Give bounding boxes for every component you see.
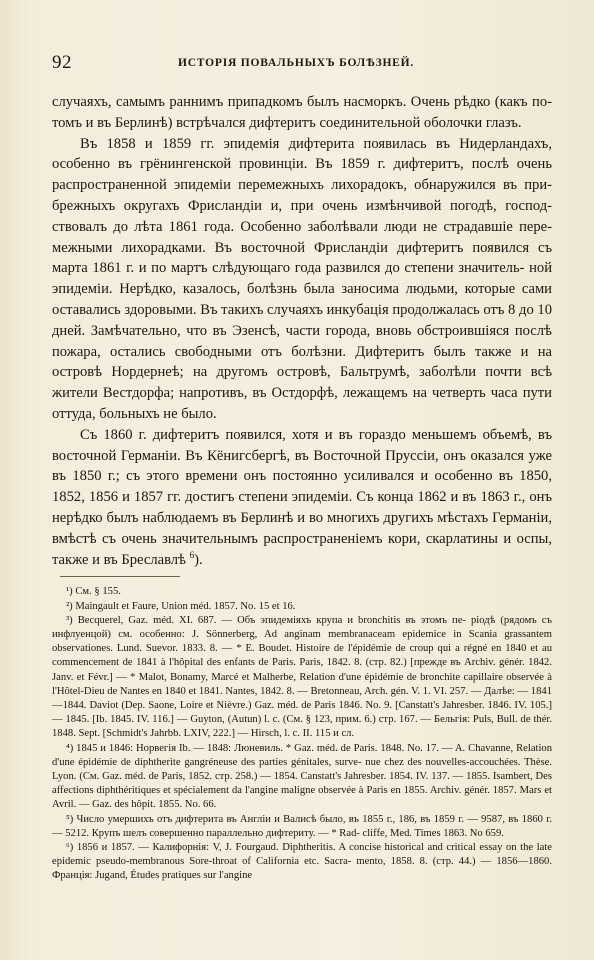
paragraph-3-text: Съ 1860 г. дифтеритъ появился, хотя и въ гораздо меньшемъ объемѣ, въ восточной Германіи. Въ Кёнигсбергѣ, въ Восточной Пруссіи, онъ оказался уже въ 1850 г.; съ этого времени онъ постоянно усиливался и особенно въ 1850, 1852, 1856 и 1857 гг. достигъ степени эпидеміи. Съ конца 1862 и въ 1863 г., онъ нерѣдко былъ наблюдаемъ въ Берлинѣ и во многихъ другихъ мѣстахъ Германіи, вмѣстѣ съ очень значительнымъ распространеніемъ кори, скарлатины и оспы, также и въ Бреславлѣ [52,426,552,568]
footnotes [52,585,552,883]
footnote-2: ²) Maingault et Faure, Union méd. 1857. No. 15 et 16. [66,600,296,612]
footnote-1: ¹) См. § 155. [66,586,121,598]
footnote-4: ⁴) 1845 и 1846: Норвегія Ib. — 1848: Люневиль. * Gaz. méd. de Paris. 1848. No. 17. — A. Chavanne, Relation d'une épidémie de diphtherite gangréneuse des parties génitales, surve- nue chez des nouvelles-accouchées. Thèse. Lyon. (См. Gaz. méd. de Paris, 1852. стр. 258.) — 1854. Canstatt's Jahresber. 1854. IV. 137. — 1855. Isambert, Des affections diphthéritiques et spécialement da l'angine maligne observée à Paris en 1855. Archiv. génér. 1857. Mars et Avril. — Gaz. des hôpit. 1855. No. 66. [52,742,552,811]
running-title: ИСТОРІЯ ПОВАЛЬНЫХЪ БОЛѢЗНЕЙ. [178,57,415,69]
paragraph-3-end: ). [194,551,203,568]
paragraph-1: случаяхъ, самымъ раннимъ припадкомъ былъ насморкъ. Очень рѣдко (какъ по- томъ и въ Берлинѣ) встрѣчался дифтеритъ соединительной оболочки глазъ. [52,94,552,131]
page-header [52,52,552,74]
footnote-6: ⁶) 1856 и 1857. — Калифорнія: V, J. Fourgaud. Diphtheritis. A concise historical and critical essay on the late epidemic pseudo-membranous Sore-throat of California etc. Sacra- mento, 1858. 8. (стр. 44.) — 1856—1860. Франція: Jugand, Études pratiques sur l'angine [52,841,552,882]
footnote-ref-6: 6 [189,549,195,560]
main-text [52,92,552,884]
footnote-3: ³) Becquerel, Gaz. méd. XI. 687. — Объ эпидеміяхъ крупа и bronchitis въ этомъ пе- ріодѣ (рядомъ съ инфлуенцой) см. особенно: J. Sönnerberg, Ad anginam membranaceam epidemice in Scania grassantem observationes. Lund. Suevor. 1833. 8. — * E. Boudet. Histoire de l'épidémie de croup qui a régné en 1840 et au commencement de 1841 à l'hôpital des enfants de Paris. Paris, 1842. 8. (стр. 82.) [прежде въ Archiv. génér. 1842. Janv. et Févr.] — * Malot, Bonamy, Marcé et Malherbe, Relation d'une épidémie de bronchite capillaire observée à l'Hôtel-Dieu de Nantes en 1840 et 1841. Nantes, 1842. 8. — Bretonneau, Arch. gén. V. 1. VI. 257. — Далѣе: — 1841—1844. Daviot (Dep. Saone, Loire et Nièvre.) Gaz. méd. de Paris 1846. No. 9. [Canstatt's Jahresber. 1846. IV. 105.] — 1845. [Ib. 1845. IV. 116.] — Guyton, (Autun) l. c. (См. § 123, прим. 6.) стр. 167. — Бельгія: Puls, Bull. de thér. 1848. Sept. [Schmidt's Jahrbb. LXIV, 222.] — Hirsch, l. c. II. 115 и сл. [52,614,552,740]
page-number: 92 [52,52,72,73]
paragraph-3 [52,425,552,571]
paragraph-2: Въ 1858 и 1859 гг. эпидемія дифтерита появилась въ Нидерландахъ, особенно въ грёнингенской провинціи. Въ 1859 г. дифтеритъ, послѣ очень распространенной эпидеміи перемежныхъ лихорадокъ, обнаружился въ при- брежныхъ округахъ Фрисландіи и, при очень измѣнчивой погодѣ, господ- ствовалъ до лѣта 1861 года. Особенно заболѣвали люди не страдавшіе пере- межными лихорадками. Въ восточной Фрисландіи дифтеритъ появился съ марта 1861 г. и по мартъ слѣдующаго года развился до степени значитель- ной эпидеміи. Нерѣдко, казалось, болѣзнь была заносима людьми, которые сами оставались здоровыми. Въ такихъ случаяхъ инкубація продолжалась отъ 8 до 10 дней. Замѣчательно, что въ Эзенсѣ, части города, вновь обстроившіяся послѣ пожара, остались свободными отъ болѣзни. Дифтеритъ былъ также и на островѣ Нордернеѣ; на другомъ островѣ, Бальтрумѣ, заболѣли почти всѣ жители Вестдорфа; напротивъ, въ Остдорфѣ, лежащемъ на четверть часа пути оттуда, больныхъ не было. [52,135,552,422]
footnote-separator [60,576,180,577]
footnote-5: ⁵) Число умершихъ отъ дифтерита въ Англіи и Валисѣ было, въ 1855 г., 186, въ 1859 г. — 9587, въ 1860 г. — 5212. Крупъ шелъ совершенно параллельно дифтериту. — * Rad- cliffe, Med. Times 1863. No 659. [52,813,552,839]
